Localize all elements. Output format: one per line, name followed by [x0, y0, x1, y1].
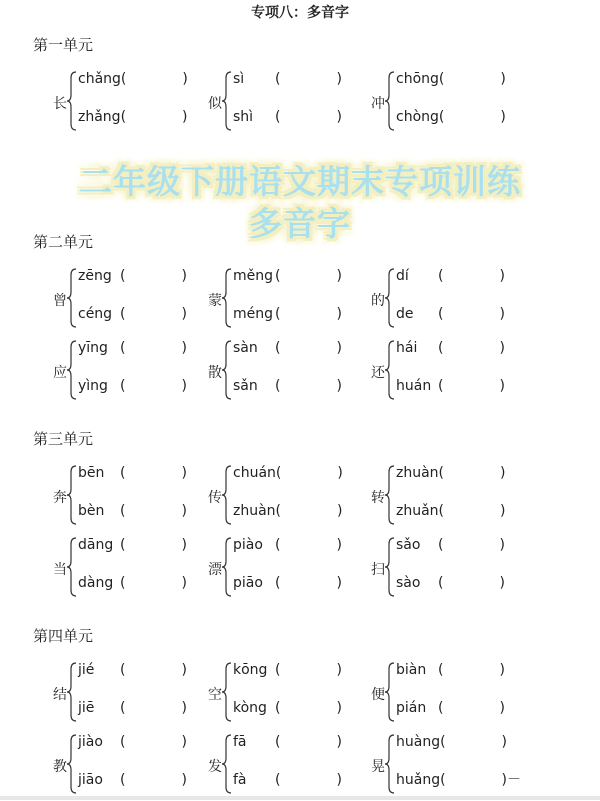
word-blank[interactable]: ( ): [275, 772, 342, 788]
reading-row: [78, 303, 187, 323]
word-blank[interactable]: ( ): [275, 662, 342, 678]
reading-row: [233, 500, 342, 520]
brace-icon: [384, 267, 396, 329]
reading-row: [78, 659, 187, 679]
bottom-divider: [0, 796, 600, 800]
brace-icon: [221, 536, 233, 598]
reading-row: [396, 265, 505, 285]
reading-row: [78, 697, 187, 717]
pinyin: dí: [396, 268, 409, 284]
character: 空: [208, 687, 222, 703]
word-blank[interactable]: ( ): [438, 465, 506, 481]
word-blank[interactable]: ( ): [438, 700, 505, 716]
pinyin: méng: [233, 306, 274, 322]
pinyin: huán: [396, 378, 432, 394]
pinyin: zhǎng: [78, 109, 121, 125]
pinyin: huàng: [396, 734, 441, 750]
word-blank[interactable]: ( ): [120, 662, 187, 678]
reading-row: [78, 265, 187, 285]
pinyin: de: [396, 306, 414, 322]
polyphone-group: [205, 659, 375, 729]
word-blank[interactable]: ( ): [275, 268, 342, 284]
polyphone-group: [50, 659, 220, 729]
pinyin: céng: [78, 306, 113, 322]
word-blank[interactable]: ( ): [275, 378, 342, 394]
pinyin: piào: [233, 537, 263, 553]
word-blank[interactable]: ( ): [275, 575, 342, 591]
reading-row: [233, 337, 342, 357]
character: 奔: [53, 490, 67, 506]
pinyin: měng: [233, 268, 274, 284]
word-blank[interactable]: ( ): [120, 700, 187, 716]
brace-icon: [221, 464, 233, 526]
word-blank[interactable]: ( ): [120, 465, 187, 481]
word-blank[interactable]: ( ): [438, 340, 505, 356]
reading-row: [233, 534, 342, 554]
word-blank[interactable]: ( ): [438, 109, 506, 125]
pinyin: jié: [78, 662, 95, 678]
reading-row: [396, 337, 505, 357]
character: 结: [53, 687, 67, 703]
pinyin: dāng: [78, 537, 114, 553]
reading-row: [233, 572, 342, 592]
reading-row: [78, 534, 187, 554]
reading-row: [78, 572, 187, 592]
unit-title: 第一单元: [33, 36, 94, 54]
brace-icon: [66, 70, 78, 132]
word-blank[interactable]: ( )－: [440, 772, 522, 788]
word-blank[interactable]: ( ): [275, 700, 342, 716]
word-blank[interactable]: ( ): [120, 537, 187, 553]
reading-row: [233, 68, 342, 88]
word-blank[interactable]: ( ): [120, 772, 187, 788]
word-blank[interactable]: ( ): [438, 306, 505, 322]
character: 转: [371, 490, 385, 506]
pinyin: chǎng: [78, 71, 121, 87]
word-blank[interactable]: ( ): [120, 503, 187, 519]
reading-row: [78, 462, 187, 482]
banner-line-1: 二年级下册语文期末专项训练: [79, 162, 521, 201]
character: 还: [371, 365, 385, 381]
brace-icon: [221, 339, 233, 401]
reading-row: [233, 375, 342, 395]
reading-row: [396, 534, 505, 554]
reading-row: [396, 769, 521, 789]
word-blank[interactable]: ( ): [275, 109, 342, 125]
pinyin: fā: [233, 734, 247, 750]
reading-row: [78, 375, 187, 395]
brace-icon: [66, 464, 78, 526]
pinyin: hái: [396, 340, 418, 356]
polyphone-group: [368, 731, 538, 801]
brace-icon: [66, 536, 78, 598]
reading-row: [396, 500, 505, 520]
character: 似: [208, 96, 222, 112]
word-blank[interactable]: ( ): [275, 465, 343, 481]
word-blank[interactable]: ( ): [120, 378, 187, 394]
character: 蒙: [208, 293, 222, 309]
polyphone-group: [368, 337, 538, 407]
word-blank[interactable]: ( ): [275, 71, 342, 87]
polyphone-group: [368, 659, 538, 729]
word-blank[interactable]: ( ): [275, 734, 342, 750]
pinyin: chòng: [396, 109, 439, 125]
reading-row: [78, 731, 187, 751]
pinyin: zēng: [78, 268, 112, 284]
reading-row: [233, 769, 342, 789]
word-blank[interactable]: ( ): [438, 268, 505, 284]
character: 发: [208, 759, 222, 775]
word-blank[interactable]: ( ): [120, 109, 188, 125]
reading-row: [396, 68, 506, 88]
page-title: 专项八：多音字: [251, 5, 349, 21]
polyphone-group: [50, 731, 220, 801]
reading-row: [78, 337, 187, 357]
pinyin: jiē: [78, 700, 95, 716]
word-blank[interactable]: ( ): [438, 537, 505, 553]
character: 漂: [208, 562, 222, 578]
pinyin: dàng: [78, 575, 114, 591]
reading-row: [78, 500, 187, 520]
word-blank[interactable]: ( ): [120, 575, 187, 591]
pinyin: yīng: [78, 340, 108, 356]
character: 晃: [371, 759, 385, 775]
reading-row: [233, 265, 342, 285]
pinyin: piāo: [233, 575, 263, 591]
polyphone-group: [368, 534, 538, 604]
polyphone-group: [368, 68, 538, 138]
brace-icon: [221, 661, 233, 723]
pinyin: zhuǎn: [396, 503, 439, 519]
reading-row: [233, 462, 343, 482]
reading-row: [233, 106, 342, 126]
banner-line-2: 多音字: [249, 204, 351, 243]
character: 便: [371, 687, 385, 703]
pinyin: kōng: [233, 662, 268, 678]
brace-icon: [66, 733, 78, 795]
polyphone-group: [205, 68, 375, 138]
word-blank[interactable]: ( ): [438, 503, 506, 519]
reading-row: [233, 659, 342, 679]
word-blank[interactable]: ( ): [275, 537, 342, 553]
word-blank[interactable]: ( ): [438, 662, 505, 678]
pinyin: sì: [233, 71, 245, 87]
polyphone-group: [50, 265, 220, 335]
reading-row: [396, 659, 505, 679]
polyphone-group: [205, 337, 375, 407]
character: 散: [208, 365, 222, 381]
polyphone-group: [205, 265, 375, 335]
reading-row: [396, 572, 505, 592]
word-blank[interactable]: ( ): [438, 575, 505, 591]
pinyin: sàn: [233, 340, 258, 356]
pinyin: pián: [396, 700, 427, 716]
pinyin: chuán: [233, 465, 276, 481]
brace-icon: [384, 661, 396, 723]
reading-row: [233, 303, 342, 323]
reading-row: [396, 375, 505, 395]
brace-icon: [384, 733, 396, 795]
word-blank[interactable]: ( ): [275, 503, 343, 519]
brace-icon: [66, 661, 78, 723]
polyphone-group: [205, 462, 375, 532]
word-blank[interactable]: ( ): [120, 306, 187, 322]
brace-icon: [384, 464, 396, 526]
pinyin: sǎo: [396, 537, 421, 553]
character: 当: [53, 562, 67, 578]
polyphone-group: [368, 265, 538, 335]
polyphone-group: [50, 68, 220, 138]
polyphone-group: [50, 337, 220, 407]
reading-row: [78, 769, 187, 789]
pinyin: zhuàn: [396, 465, 439, 481]
brace-icon: [384, 536, 396, 598]
reading-row: [78, 106, 188, 126]
reading-row: [78, 68, 188, 88]
polyphone-group: [368, 462, 538, 532]
pinyin: sào: [396, 575, 421, 591]
title-banner: [35, 152, 565, 242]
brace-icon: [221, 267, 233, 329]
word-blank[interactable]: ( ): [120, 71, 188, 87]
pinyin: shì: [233, 109, 254, 125]
brace-icon: [384, 70, 396, 132]
unit-title: 第二单元: [33, 233, 94, 251]
brace-icon: [384, 339, 396, 401]
reading-row: [396, 106, 506, 126]
word-blank[interactable]: ( ): [438, 71, 506, 87]
reading-row: [396, 697, 505, 717]
reading-row: [396, 731, 507, 751]
polyphone-group: [205, 534, 375, 604]
pinyin: yìng: [78, 378, 108, 394]
pinyin: fà: [233, 772, 247, 788]
word-blank[interactable]: ( ): [438, 378, 505, 394]
word-blank[interactable]: ( ): [275, 340, 342, 356]
reading-row: [396, 303, 505, 323]
character: 冲: [371, 96, 385, 112]
pinyin: jiāo: [78, 772, 103, 788]
brace-icon: [221, 733, 233, 795]
character: 长: [53, 96, 67, 112]
pinyin: bèn: [78, 503, 105, 519]
brace-icon: [221, 70, 233, 132]
character: 的: [371, 293, 385, 309]
reading-row: [233, 731, 342, 751]
word-blank[interactable]: ( ): [440, 734, 508, 750]
polyphone-group: [50, 534, 220, 604]
pinyin: chōng: [396, 71, 439, 87]
pinyin: biàn: [396, 662, 427, 678]
unit-title: 第四单元: [33, 627, 94, 645]
word-blank[interactable]: ( ): [120, 340, 187, 356]
pinyin: zhuàn: [233, 503, 276, 519]
unit-title: 第三单元: [33, 430, 94, 448]
reading-row: [396, 462, 505, 482]
polyphone-group: [205, 731, 375, 801]
pinyin: jiào: [78, 734, 103, 750]
pinyin: sǎn: [233, 378, 258, 394]
pinyin: bēn: [78, 465, 105, 481]
word-blank[interactable]: ( ): [120, 734, 187, 750]
pinyin: kòng: [233, 700, 267, 716]
character: 应: [53, 365, 67, 381]
word-blank[interactable]: ( ): [120, 268, 187, 284]
character: 传: [208, 490, 222, 506]
character: 扫: [371, 562, 385, 578]
brace-icon: [66, 339, 78, 401]
word-blank[interactable]: ( ): [275, 306, 342, 322]
brace-icon: [66, 267, 78, 329]
pinyin: huǎng: [396, 772, 441, 788]
polyphone-group: [50, 462, 220, 532]
character: 曾: [53, 293, 67, 309]
character: 教: [53, 759, 67, 775]
reading-row: [233, 697, 342, 717]
